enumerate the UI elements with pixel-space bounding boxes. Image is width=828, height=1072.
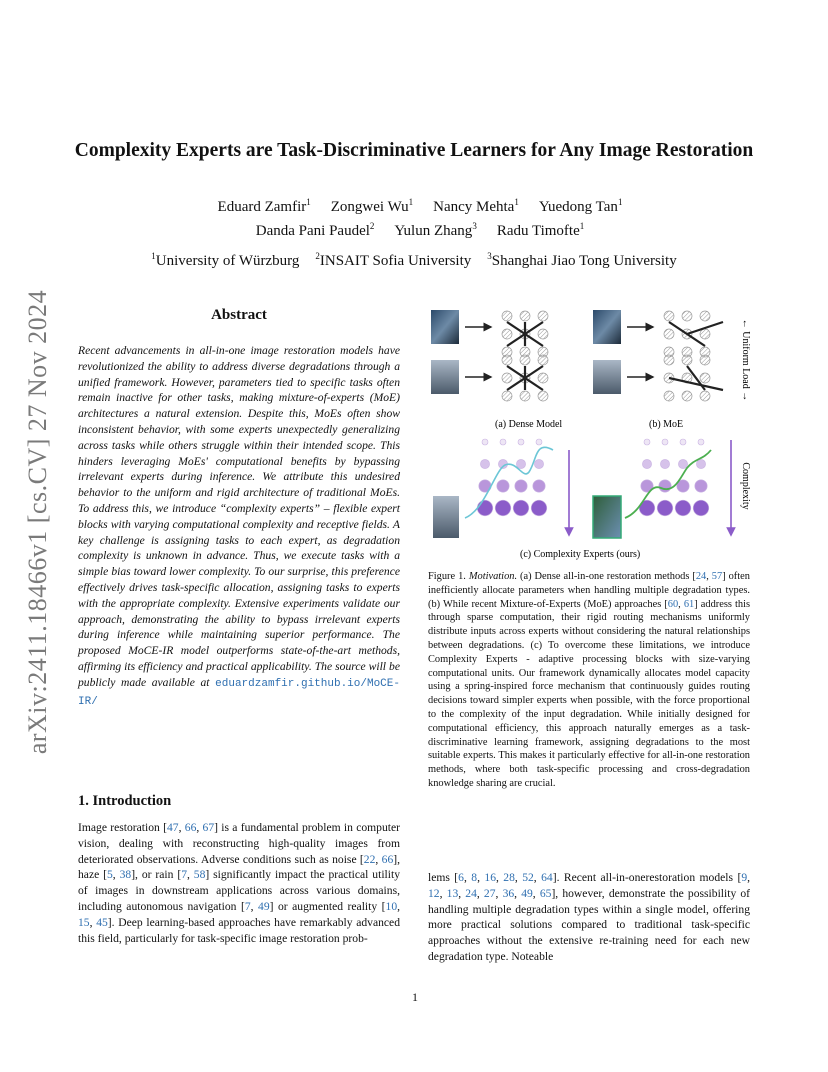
expert-node bbox=[538, 391, 548, 401]
expert-node bbox=[678, 459, 687, 468]
expert-node bbox=[480, 459, 489, 468]
citation-link[interactable]: 12 bbox=[428, 886, 440, 900]
citation-link[interactable]: 24 bbox=[465, 886, 477, 900]
intro-paragraph: Image restoration [47, 66, 67] is a fundamental problem in computer vision, dealing with reconstructing high-quality images from deteriorated observations. Adverse conditions such as noise [22, 66], haze [5, 38], or rain [7, 58] significantly impact the practical utility of images in downstream applications across various domains, including autonomous navigation [7, 49] or augmented reality [10, 15, 45]. Deep learning-based approaches have remarkably advanced this field, particularly for task-specific image restoration prob- bbox=[78, 821, 401, 945]
citation-link[interactable]: 67 bbox=[202, 821, 215, 834]
expert-node bbox=[515, 480, 527, 492]
citation-link[interactable]: 13 bbox=[446, 886, 459, 900]
input-image-thumbnail bbox=[593, 310, 621, 344]
expert-node bbox=[695, 480, 707, 492]
expert-node bbox=[693, 500, 709, 516]
expert-node bbox=[520, 355, 530, 365]
author-name: Zongwei Wu$^1$ bbox=[330, 197, 414, 215]
caption-italic: Motivation. bbox=[468, 571, 518, 582]
right-column-paragraph: lems [6, 8, 16, 28, 52, 64]. Recent all-in-onerestoration models [9, 12, 13, 24, 27, 36, 49, 65], however, demonstrate the possibility of handling multiple degradation types within a single model, offering more practical solutions compared to traditional task-specific approaches without the extensive re-training need for each new degradation type. Noteable bbox=[428, 871, 751, 963]
caption-prefix: Figure 1. bbox=[428, 571, 466, 582]
abstract-body bbox=[78, 343, 400, 710]
input-image-thumbnail bbox=[593, 360, 621, 394]
affiliation: $^3$Shanghai Jiao Tong University bbox=[487, 251, 677, 269]
figure-1 bbox=[425, 300, 750, 568]
citation-link[interactable]: 61 bbox=[683, 598, 695, 610]
abstract-heading: Abstract bbox=[211, 307, 267, 323]
citation-link[interactable]: 28 bbox=[503, 871, 515, 884]
expert-node bbox=[502, 329, 512, 339]
citation-link[interactable]: 7 bbox=[244, 899, 251, 913]
citation-link[interactable]: 65 bbox=[539, 886, 552, 900]
citation-link[interactable]: 60 bbox=[667, 598, 679, 610]
intro-heading: 1. Introduction bbox=[78, 793, 172, 809]
expert-node bbox=[502, 391, 512, 401]
author-name: Yulun Zhang$^3$ bbox=[394, 221, 477, 239]
expert-node bbox=[700, 373, 710, 383]
expert-node bbox=[664, 329, 674, 339]
affiliations bbox=[60, 251, 768, 270]
citation-link[interactable]: 27 bbox=[483, 886, 496, 900]
expert-node bbox=[700, 391, 710, 401]
citation-link[interactable]: 6 bbox=[458, 871, 464, 884]
complexity-experts-label: (c) Complexity Experts (ours) bbox=[520, 549, 641, 560]
author-list bbox=[140, 193, 700, 241]
expert-node bbox=[516, 459, 525, 468]
expert-node bbox=[497, 480, 509, 492]
citation-link[interactable]: 5 bbox=[107, 868, 113, 882]
expert-node bbox=[675, 500, 691, 516]
citation-link[interactable]: 22 bbox=[363, 852, 376, 866]
author-name: Nancy Mehta$^1$ bbox=[433, 197, 519, 215]
complexity-experts-panel bbox=[433, 439, 750, 560]
expert-node bbox=[660, 459, 669, 468]
citation-link[interactable]: 66 bbox=[381, 852, 394, 866]
citation-link[interactable]: 45 bbox=[96, 915, 108, 929]
dense-model-panel bbox=[431, 310, 562, 430]
expert-node bbox=[682, 311, 692, 321]
citation-link[interactable]: 47 bbox=[166, 821, 179, 834]
citation-link[interactable]: 58 bbox=[193, 868, 206, 882]
expert-node bbox=[500, 439, 506, 445]
expert-node bbox=[520, 391, 530, 401]
expert-node bbox=[680, 439, 686, 445]
expert-node bbox=[531, 500, 547, 516]
expert-node bbox=[482, 439, 488, 445]
expert-node bbox=[518, 439, 524, 445]
expert-node bbox=[700, 311, 710, 321]
citation-link[interactable]: 38 bbox=[119, 868, 132, 882]
expert-node bbox=[696, 459, 705, 468]
author-name: Eduard Zamfir$^1$ bbox=[217, 197, 311, 215]
citation-link[interactable]: 64 bbox=[541, 871, 553, 884]
input-image-thumbnail bbox=[431, 360, 459, 394]
expert-node bbox=[657, 500, 673, 516]
arxiv-id: arXiv:2411.18466v1 [cs.CV] 27 Nov 2024 bbox=[23, 289, 52, 755]
citation-link[interactable]: 16 bbox=[484, 871, 496, 884]
complexity-axis-label: Complexity bbox=[740, 462, 750, 510]
moe-panel bbox=[593, 310, 750, 430]
expert-node bbox=[664, 391, 674, 401]
expert-node bbox=[700, 329, 710, 339]
expert-node bbox=[534, 459, 543, 468]
expert-node bbox=[662, 439, 668, 445]
expert-node bbox=[513, 500, 529, 516]
expert-node bbox=[502, 355, 512, 365]
author-name: Danda Pani Paudel$^2$ bbox=[255, 221, 375, 239]
dense-model-label: (a) Dense Model bbox=[495, 419, 563, 430]
expert-node bbox=[538, 329, 548, 339]
citation-link[interactable]: 49 bbox=[258, 899, 270, 913]
figure-1-diagram bbox=[425, 300, 750, 568]
citation-link[interactable]: 24 bbox=[695, 571, 707, 582]
citation-link[interactable]: 49 bbox=[521, 886, 533, 900]
input-image-thumbnail bbox=[433, 496, 459, 538]
expert-node bbox=[659, 480, 671, 492]
caption-body: (a) Dense all-in-one restoration methods [24, 57] often inefficiently allocate parameters when handling multiple degradation types. (b) While recent Mixture-of-Experts (MoE) approaches [60, 61] address this through sparse computation, their rigid routing mechanisms uniformly distribute inputs across experts without considering the natural relationships between degradations. (c) To overcome these limitations, we introduce Complexity Experts - adaptive processing blocks with size-varying computational units. Our framework dynamically allocates model capacity using a spring-inspired force mechanism that continuously guides routing decisions toward simpler experts when possible, with the force proportional to the complexity of the input degradation. While initially designed for computational efficiency, this approach naturally emerges as a task-discriminative learning framework, assigning degradations to the most suitable experts. This makes it particularly effective for all-in-one restoration methods, where both task-specific processing and cross-degradation knowledge sharing are crucial. bbox=[428, 571, 750, 789]
citation-link[interactable]: 15 bbox=[78, 915, 90, 929]
expert-node bbox=[533, 480, 545, 492]
affiliation: $^2$INSAIT Sofia University bbox=[315, 251, 472, 269]
abstract-text: Recent advancements in all-in-one image restoration models have revolutionized the ability to address diverse degradations through a unified framework. However, parameters tied to specific tasks often remain inactive for other tasks, making mixture-of-experts (MoE) architectures a natural extension. Despite this, MoEs often show inconsistent behavior, with some experts unexpectedly generalizing across tasks while others struggle within their intended scope. This hinders leveraging MoEs' computational benefits by bypassing irrelevant experts during inference. We attribute this undesired behavior to the uniform and rigid architecture of traditional MoEs. To address this, we introduce “complexity experts” – flexible expert blocks with varying computational complexity and receptive fields. A key challenge is assigning tasks to each expert, as degradation complexity is unknown in advance. Thus, we execute tasks with a simple bias toward lower complexity. To our surprise, this preference effectively drives task-specific allocation, assigning tasks to experts with the appropriate complexity. Extensive experiments validate our approach, demonstrating the ability to bypass irrelevant experts during inference while maintaining superior performance. The proposed MoCE-IR model outperforms state-of-the-art methods, affirming its efficiency and practical applicability. The source will be publicly made available at bbox=[78, 344, 400, 689]
expert-node bbox=[477, 500, 493, 516]
author-name: Radu Timofte$^1$ bbox=[496, 221, 585, 239]
expert-node bbox=[538, 373, 548, 383]
citation-link[interactable]: 10 bbox=[385, 899, 398, 913]
arxiv-watermark bbox=[18, 262, 58, 782]
citation-link[interactable]: 8 bbox=[471, 871, 478, 884]
abstract-url-link[interactable]: eduardzamfir.github.io/MoCE-IR/ bbox=[78, 677, 400, 708]
citation-link[interactable]: 52 bbox=[522, 871, 534, 884]
expert-node bbox=[682, 355, 692, 365]
citation-link[interactable]: 66 bbox=[184, 821, 197, 834]
uniform-load-label: ← Uniform Load → bbox=[740, 318, 750, 402]
expert-node bbox=[502, 373, 512, 383]
citation-link[interactable]: 9 bbox=[741, 871, 748, 884]
citation-link[interactable]: 36 bbox=[502, 886, 515, 900]
input-image-thumbnail bbox=[431, 310, 459, 344]
expert-node bbox=[682, 391, 692, 401]
affiliation: $^1$University of Würzburg bbox=[151, 251, 300, 269]
expert-node bbox=[698, 439, 704, 445]
expert-node bbox=[642, 459, 651, 468]
citation-link[interactable]: 7 bbox=[181, 868, 187, 882]
author-name: Yuedong Tan$^1$ bbox=[538, 197, 623, 215]
figure-1-caption bbox=[428, 570, 750, 791]
paper-title: Complexity Experts are Task-Discriminative Learners for Any Image Restoration bbox=[74, 140, 754, 161]
expert-node bbox=[520, 311, 530, 321]
input-image-thumbnail bbox=[593, 496, 621, 538]
expert-node bbox=[644, 439, 650, 445]
expert-node bbox=[538, 355, 548, 365]
expert-node bbox=[536, 439, 542, 445]
expert-node bbox=[664, 355, 674, 365]
page-number: 1 bbox=[412, 990, 418, 1004]
citation-link[interactable]: 57 bbox=[711, 571, 723, 582]
expert-node bbox=[664, 311, 674, 321]
expert-node bbox=[502, 311, 512, 321]
moe-label: (b) MoE bbox=[649, 419, 684, 430]
expert-node bbox=[538, 311, 548, 321]
expert-node bbox=[495, 500, 511, 516]
expert-node bbox=[700, 355, 710, 365]
